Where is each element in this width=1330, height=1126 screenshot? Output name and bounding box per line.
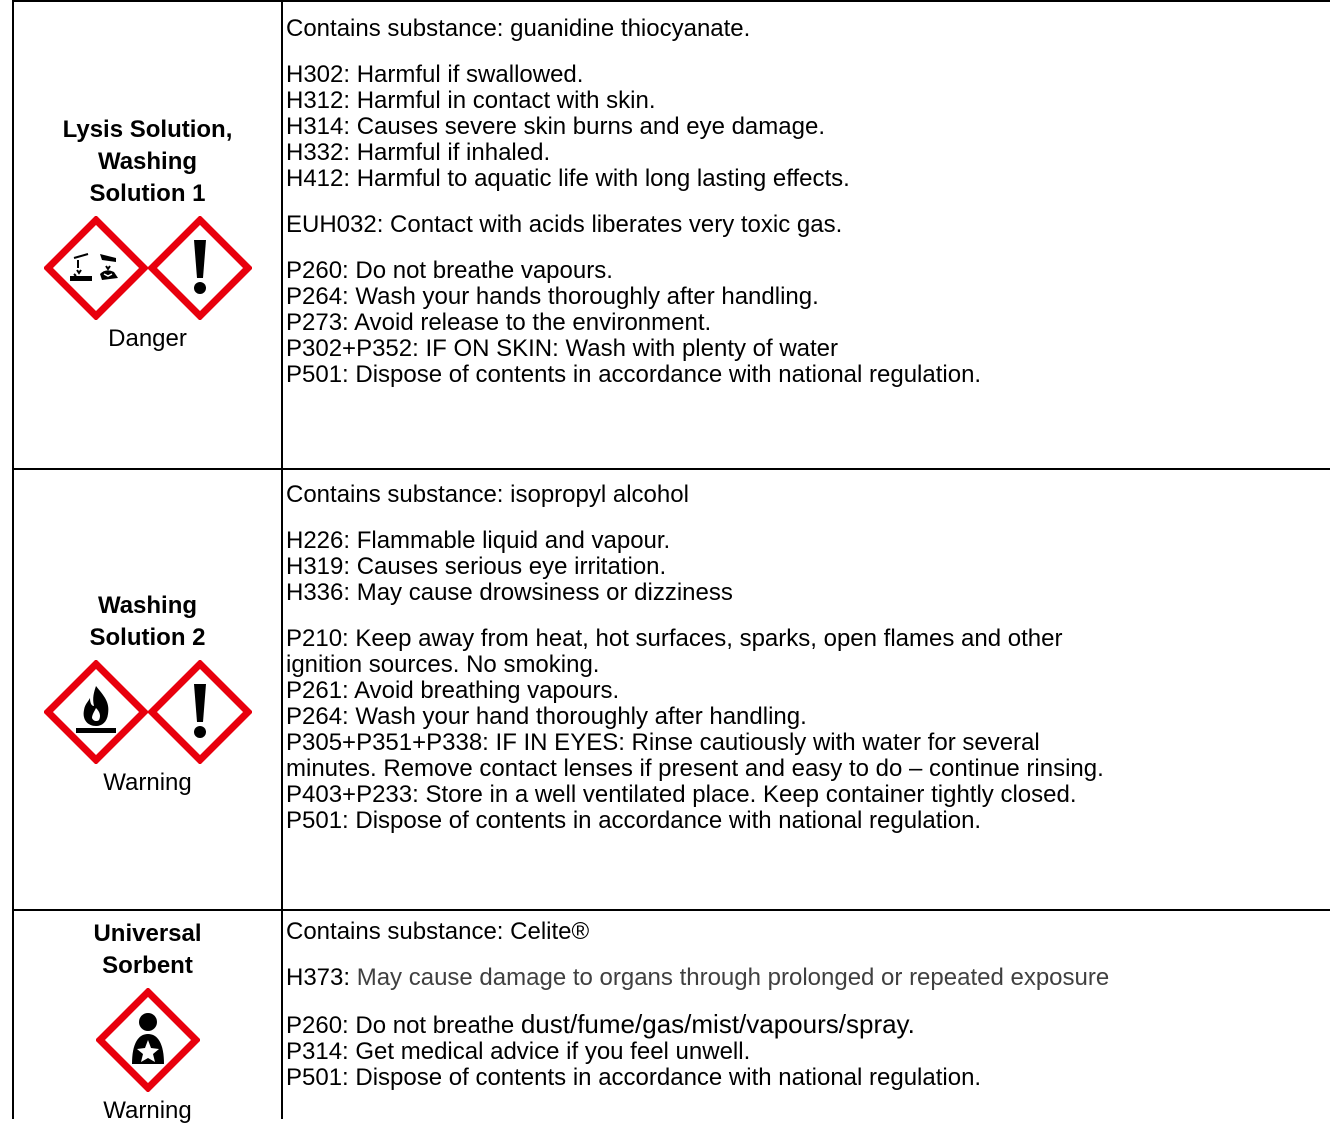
signal-word: Warning: [103, 769, 192, 796]
p-statement: ignition sources. No smoking.: [286, 651, 600, 678]
hazard-statements-cell: [286, 919, 1326, 1091]
h-statement: [286, 965, 1326, 991]
h-statement: H319: Causes serious eye irritation.: [286, 553, 667, 580]
flame-pictogram-icon: [44, 660, 148, 764]
contains-substance: Contains substance: isopropyl alcohol: [286, 481, 689, 508]
h-statements: [286, 62, 1326, 192]
h-statement: H226: Flammable liquid and vapour.: [286, 527, 671, 554]
p-statement: P501: Dispose of contents in accordance with national regulation.: [286, 361, 982, 388]
product-name: Lysis Solution,: [62, 116, 233, 143]
product-cell-universal-sorbent: [14, 918, 281, 1126]
p-statement: P264: Wash your hands thoroughly after handling.: [286, 283, 819, 310]
p-statement: P501: Dispose of contents in accordance with national regulation.: [286, 807, 982, 834]
hazard-statements-cell: [286, 482, 1326, 834]
table-border-top: [12, 0, 1330, 2]
h-statement: H314: Causes severe skin burns and eye damage.: [286, 113, 825, 140]
pictogram-group: [14, 660, 281, 764]
health-hazard-pictogram-icon: [96, 988, 200, 1092]
row-divider: [12, 468, 1330, 470]
h-statement: H332: Harmful if inhaled.: [286, 139, 551, 166]
h-code: H373:: [286, 964, 351, 991]
p-statement: P261: Avoid breathing vapours.: [286, 677, 620, 704]
contains-substance: Contains substance: guanidine thiocyanate.: [286, 15, 751, 42]
p-statement: P210: Keep away from heat, hot surfaces, sparks, open flames and other: [286, 625, 1063, 652]
product-name: Solution 2: [89, 624, 206, 651]
exclamation-mark-pictogram-icon: [148, 660, 252, 764]
product-name: Solution 1: [89, 180, 206, 207]
h-statement: H412: Harmful to aquatic life with long lasting effects.: [286, 165, 850, 192]
product-name: Washing: [97, 148, 198, 175]
p-statement: P260: Do not breathe vapours.: [286, 257, 613, 284]
euh-statements: [286, 212, 1326, 238]
signal-word: Danger: [108, 325, 187, 352]
p-code: P260: Do not breathe: [286, 1012, 521, 1039]
p-statement: P501: Dispose of contents in accordance with national regulation.: [286, 1064, 982, 1091]
pictogram-group: [14, 216, 281, 320]
p-text: dust/fume/gas/mist/vapours/spray.: [520, 1009, 915, 1039]
product-cell-washing-2: [14, 590, 281, 798]
p-statement: P314: Get medical advice if you feel unwell.: [286, 1038, 751, 1065]
h-statements: [286, 965, 1326, 991]
h-statement: H302: Harmful if swallowed.: [286, 61, 584, 88]
pictogram-group: [14, 988, 281, 1092]
exclamation-mark-pictogram-icon: [148, 216, 252, 320]
p-statement: minutes. Remove contact lenses if present and easy to do – continue rinsing.: [286, 755, 1104, 782]
p-statement: P273: Avoid release to the environment.: [286, 309, 712, 336]
column-divider: [281, 0, 283, 1119]
p-statements: [286, 258, 1326, 388]
p-statement: [286, 1011, 1326, 1039]
product-cell-lysis-washing-1: [14, 114, 281, 354]
h-text: May cause damage to organs through prolonged or repeated exposure: [350, 964, 1110, 991]
product-name: Washing: [97, 592, 198, 619]
h-statement: H336: May cause drowsiness or dizziness: [286, 579, 733, 606]
euh-statement: EUH032: Contact with acids liberates very toxic gas.: [286, 211, 843, 238]
corrosion-pictogram-icon: [44, 216, 148, 320]
p-statement: P305+P351+P338: IF IN EYES: Rinse cautiously with water for several: [286, 729, 1040, 756]
product-name: Universal: [93, 920, 202, 947]
p-statements: [286, 1011, 1326, 1091]
row-divider: [12, 909, 1330, 911]
hazard-table: [12, 0, 1330, 1124]
h-statement: H312: Harmful in contact with skin.: [286, 87, 656, 114]
h-statements: [286, 528, 1326, 606]
hazard-statements-cell: [286, 16, 1326, 388]
p-statement: P302+P352: IF ON SKIN: Wash with plenty of water: [286, 335, 839, 362]
contains-substance: Contains substance: Celite®: [286, 918, 590, 945]
p-statement: P403+P233: Store in a well ventilated place. Keep container tightly closed.: [286, 781, 1077, 808]
product-name: Sorbent: [102, 952, 193, 979]
p-statements: [286, 626, 1326, 834]
p-statement: P264: Wash your hand thoroughly after handling.: [286, 703, 807, 730]
signal-word: Warning: [103, 1097, 192, 1124]
